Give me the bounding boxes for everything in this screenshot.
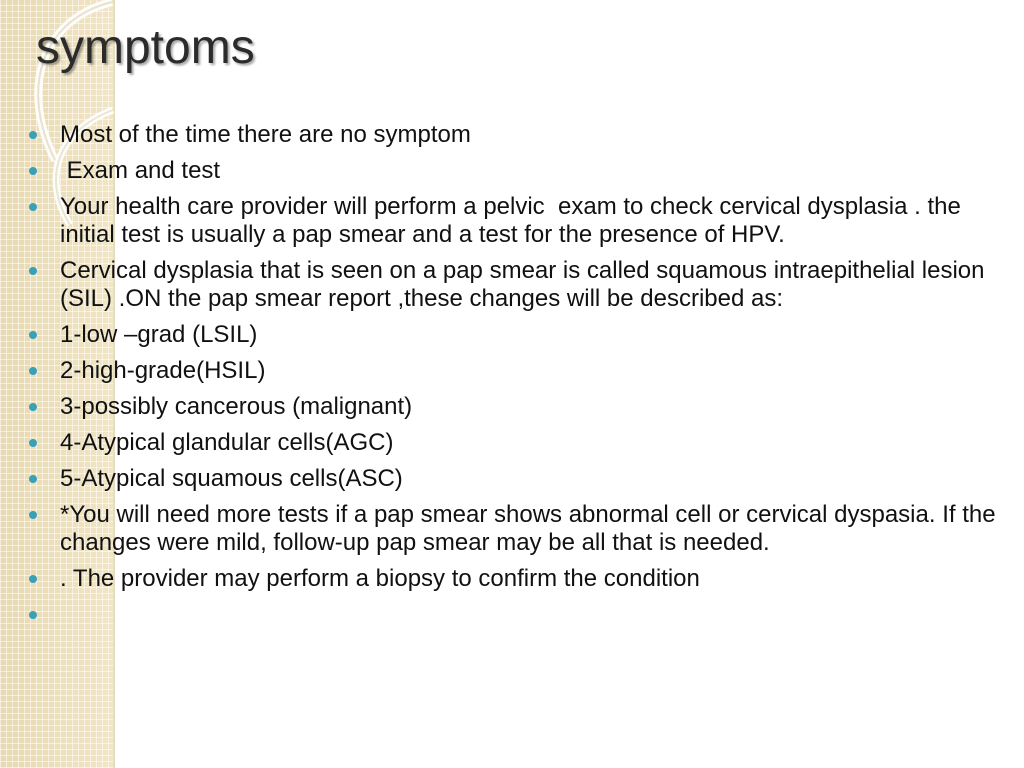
bullet-text: 2-high-grade(HSIL) xyxy=(60,357,266,384)
bullet-dot-icon xyxy=(29,167,37,175)
bullet-text: . The provider may perform a biopsy to confirm the condition xyxy=(60,565,700,592)
bullet-dot-icon xyxy=(29,203,37,211)
bullet-text: *You will need more tests if a pap smear shows abnormal cell or cervical dyspasia. If the changes were mild, follow-up pap smear may be all that is needed. xyxy=(60,501,1003,556)
slide-title: symptoms xyxy=(36,21,255,74)
bullet-dot-icon xyxy=(29,267,37,275)
bullet-list xyxy=(0,121,1024,601)
bullet-text: Exam and test xyxy=(60,157,221,184)
bullet-item xyxy=(0,357,1024,385)
bullet-dot-icon xyxy=(29,403,37,411)
bullet-text: 3-possibly cancerous (malignant) xyxy=(60,393,413,420)
bullet-dot-icon xyxy=(29,511,37,519)
bullet-item xyxy=(0,193,1024,249)
bullet-item xyxy=(0,429,1024,457)
bullet-dot-icon xyxy=(29,131,37,139)
bullet-item xyxy=(0,393,1024,421)
bullet-item xyxy=(0,465,1024,493)
bullet-dot-icon xyxy=(29,475,37,483)
bullet-dot-icon xyxy=(29,331,37,339)
bullet-text: 1-low –grad (LSIL) xyxy=(60,321,258,348)
bullet-dot-icon xyxy=(29,611,37,619)
bullet-dot-icon xyxy=(29,575,37,583)
bullet-item xyxy=(0,565,1024,593)
bullet-item xyxy=(0,121,1024,149)
bullet-dot-icon xyxy=(29,367,37,375)
bullet-item xyxy=(0,157,1024,185)
bullet-text: 4-Atypical glandular cells(AGC) xyxy=(60,429,394,456)
bullet-text: Your health care provider will perform a pelvic exam to check cervical dysplasia . the initial test is usually a pap smear and a test for the presence of HPV. xyxy=(60,193,968,248)
bullet-item xyxy=(0,501,1024,557)
bullet-text: 5-Atypical squamous cells(ASC) xyxy=(60,465,403,492)
bullet-item xyxy=(0,257,1024,313)
bullet-item xyxy=(0,321,1024,349)
bullet-text: Most of the time there are no symptom xyxy=(60,121,471,148)
bullet-text: Cervical dysplasia that is seen on a pap smear is called squamous intraepithelial lesion (SIL) .ON the pap smear report ,these changes will be described as: xyxy=(60,257,992,312)
bullet-dot-icon xyxy=(29,439,37,447)
